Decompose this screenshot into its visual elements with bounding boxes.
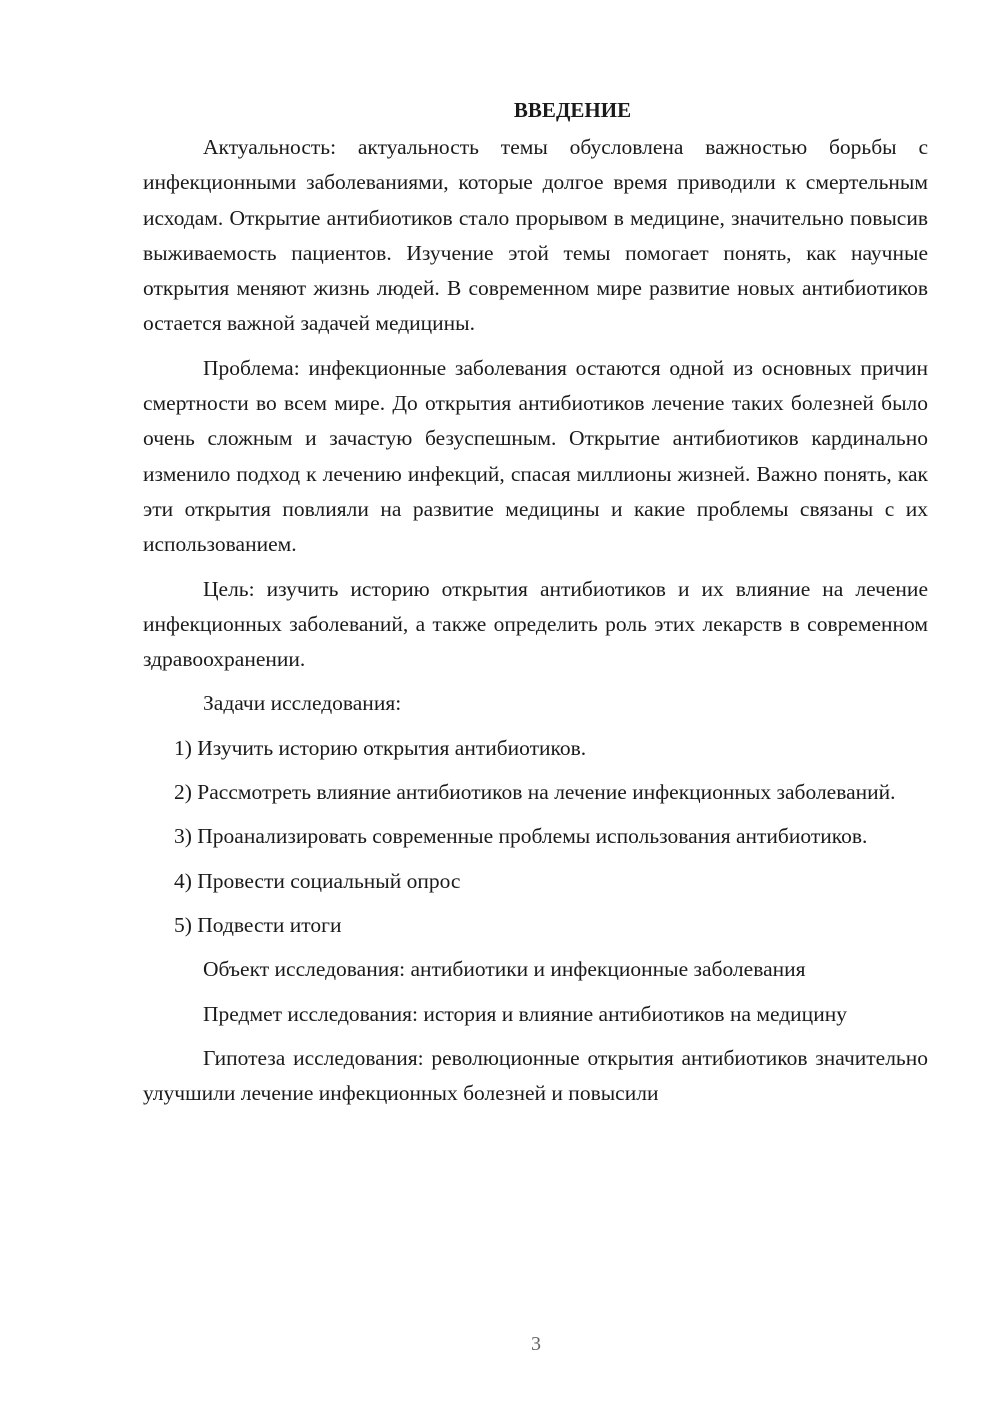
- subject-paragraph: Предмет исследования: история и влияние антибиотиков на медицину: [203, 1001, 847, 1026]
- task-item: 1) Изучить историю открытия антибиотиков.: [174, 735, 587, 760]
- goal-paragraph: Цель: изучить историю открытия антибиотиков и их влияние на лечение инфекционных заболеваний, а также определить роль этих лекарств в современном здравоохранении.: [143, 576, 928, 672]
- task-item: 4) Провести социальный опрос: [174, 868, 461, 893]
- relevance-paragraph: Актуальность: актуальность темы обусловлена важностью борьбы с инфекционными заболеваниями, которые долгое время приводили к смертельным исходам. Открытие антибиотиков стало прорывом в медицине, значительно повысив выживаемость пациентов. Изучение этой темы помогает понять, как научные открытия меняют жизнь людей. В современном мире развитие новых антибиотиков остается важной задачей медицины.: [143, 135, 928, 336]
- task-item: 2) Рассмотреть влияние антибиотиков на лечение инфекционных заболеваний.: [174, 780, 896, 805]
- tasks-heading: Задачи исследования:: [203, 691, 402, 716]
- object-paragraph: Объект исследования: антибиотики и инфекционные заболевания: [203, 957, 806, 982]
- problem-paragraph: Проблема: инфекционные заболевания остаются одной из основных причин смертности во всем мире. До открытия антибиотиков лечение таких болезней было очень сложным и зачастую безуспешным. Открытие антибиотиков кардинально изменило подход к лечению инфекций, спасая миллионы жизней. Важно понять, как эти открытия повлияли на развитие медицины и какие проблемы связаны с их использованием.: [143, 355, 928, 557]
- document-page: [143, 92, 928, 1120]
- hypothesis-paragraph: Гипотеза исследования: революционные открытия антибиотиков значительно улучшили лечение инфекционных болезней и повысили: [143, 1045, 928, 1106]
- section-title: ВВЕДЕНИЕ: [513, 98, 632, 122]
- task-item: 3) Проанализировать современные проблемы использования антибиотиков.: [174, 824, 868, 849]
- task-item: 5) Подвести итоги: [174, 912, 342, 937]
- page-number: 3: [531, 1333, 541, 1355]
